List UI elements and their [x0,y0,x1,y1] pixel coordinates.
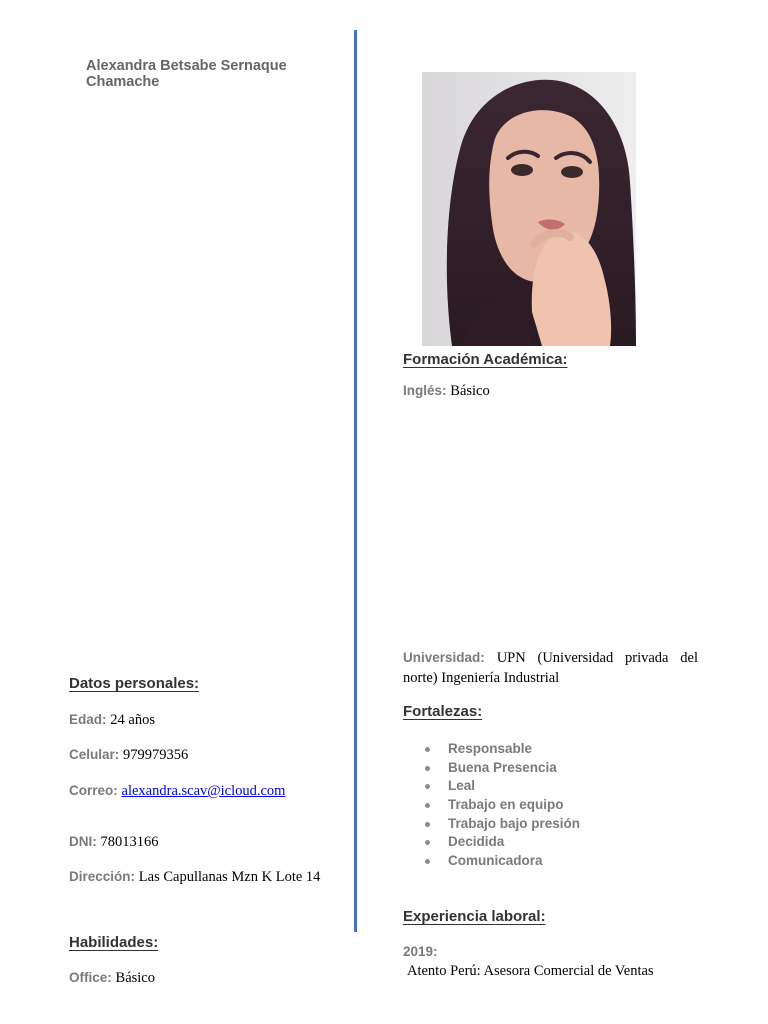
strength-label: Leal [448,778,476,794]
experience-heading: Experiencia laboral: [403,908,546,925]
personal-heading: Datos personales: [69,675,200,692]
address-field [69,869,320,886]
dni-field [69,834,159,851]
email-link[interactable]: alexandra.scav@icloud.com [121,783,286,799]
bullet-icon [425,766,430,771]
bullet-icon [425,822,430,827]
experience-year: 2019: [403,944,438,959]
phone-value: 979979356 [123,747,189,763]
dni-label: DNI: [69,834,97,849]
phone-label: Celular: [69,747,120,762]
list-item [425,833,580,852]
university-label: Universidad: [403,650,485,665]
university-field [403,648,698,688]
list-item [425,777,580,796]
strength-label: Decidida [448,834,505,850]
english-label: Inglés: [403,383,447,398]
bullet-icon [425,784,430,789]
office-value: Básico [115,970,155,986]
list-item [425,852,580,871]
bullet-icon [425,859,430,864]
age-label: Edad: [69,712,107,727]
university-value: UPN (Universidad privada del norte) Ingeniería Industrial [403,650,698,686]
candidate-name: Alexandra Betsabe Sernaque Chamache [86,58,287,90]
education-heading: Formación Académica: [403,351,568,368]
phone-field [69,747,188,764]
office-label: Office: [69,970,112,985]
list-item [425,815,580,834]
dni-value: 78013166 [100,834,159,850]
english-field [403,383,490,400]
office-field [69,970,155,987]
strengths-heading: Fortalezas: [403,703,483,720]
strength-label: Comunicadora [448,853,543,869]
list-item [425,796,580,815]
english-value: Básico [450,383,490,399]
email-label: Correo: [69,783,118,798]
list-item [425,759,580,778]
bullet-icon [425,803,430,808]
profile-photo [422,72,636,346]
bullet-icon [425,840,430,845]
strength-label: Responsable [448,741,533,756]
address-label: Dirección: [69,869,136,884]
experience-job: Atento Perú: Asesora Comercial de Ventas [407,963,654,979]
age-field [69,712,155,729]
bullet-icon [425,747,430,752]
strength-label: Trabajo en equipo [448,797,564,813]
list-item [425,740,580,759]
email-field [69,783,285,800]
address-value: Las Capullanas Mzn K Lote 14 [138,869,321,885]
strength-label: Trabajo bajo presión [448,815,581,831]
strength-label: Buena Presencia [448,759,557,775]
strengths-list [425,740,580,871]
skills-heading: Habilidades: [69,934,159,951]
column-divider [354,30,357,932]
age-value: 24 años [110,712,155,728]
